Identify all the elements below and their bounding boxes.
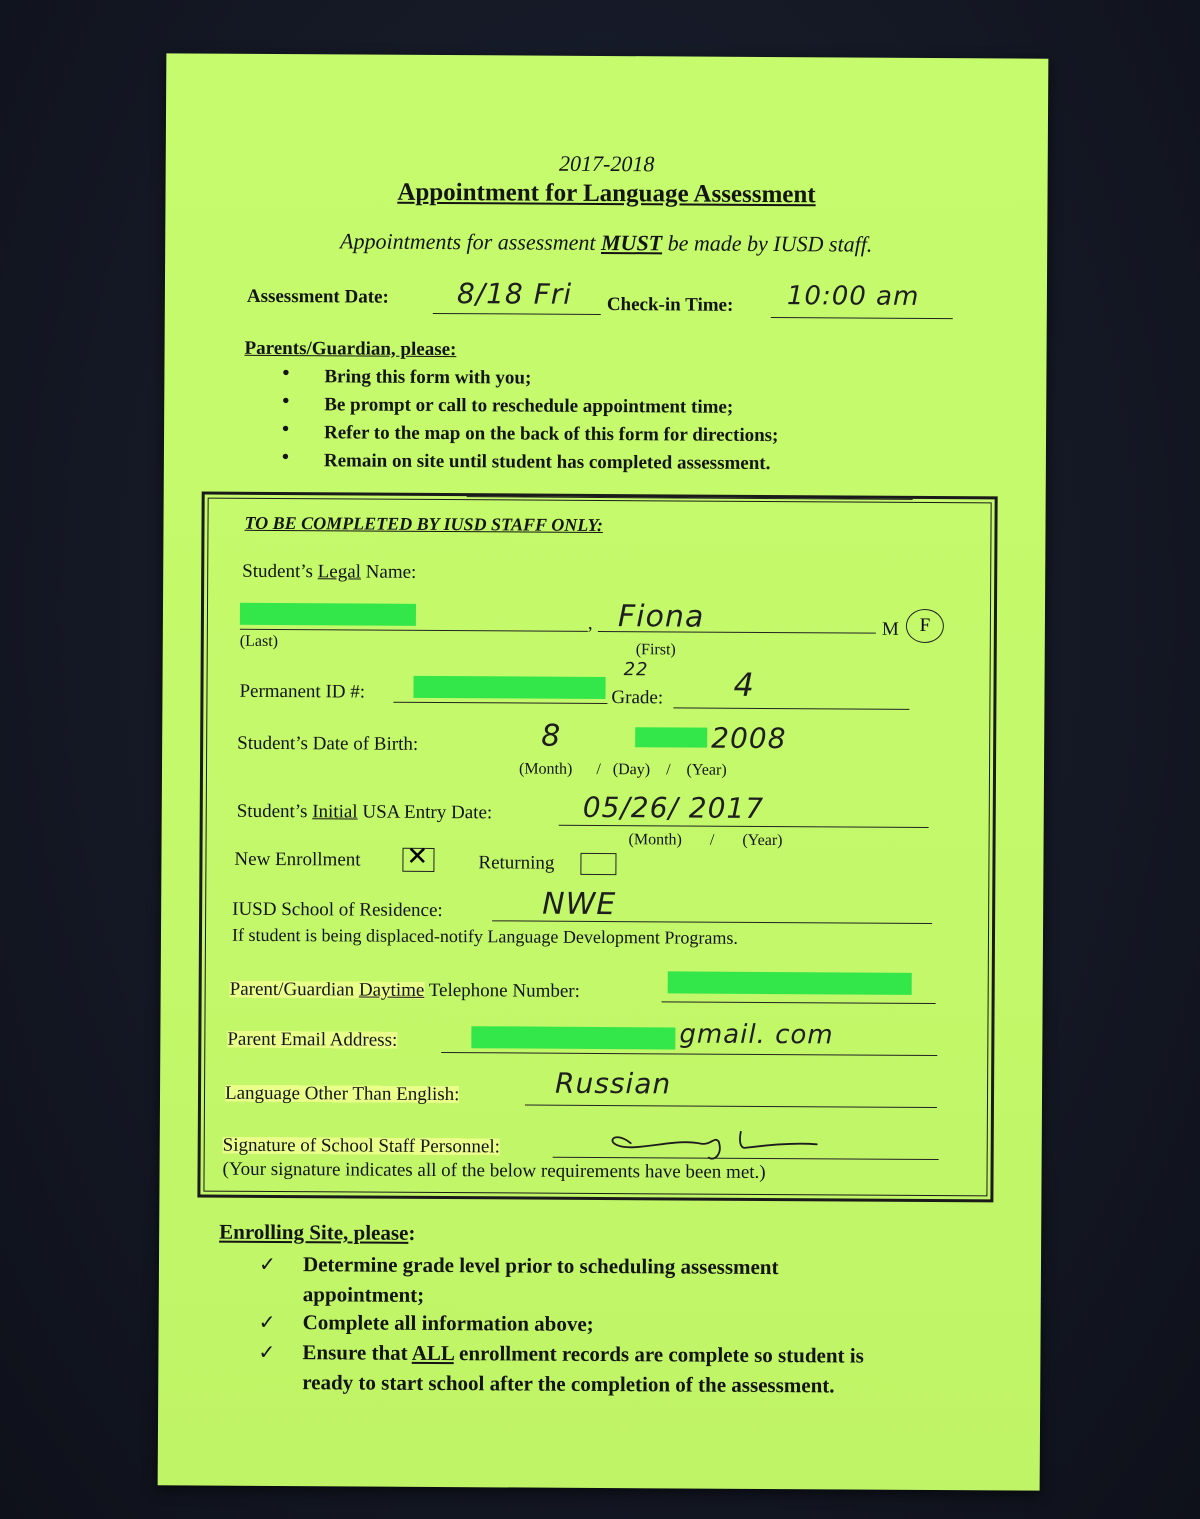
checkmark-icon: ✓	[258, 1309, 276, 1335]
parents-item: Be prompt or call to reschedule appointment time;	[324, 394, 734, 418]
enrolling-item-3-line-2: ready to start school after the completion of the assessment.	[302, 1370, 835, 1398]
enrolling-heading-text: Enrolling Site, please	[219, 1219, 409, 1245]
enrolling-item-1-line-1: Determine grade level prior to scheduling assessment	[302, 1252, 779, 1280]
staff-box-heading: TO BE COMPLETED BY IUSD STAFF ONLY:	[244, 512, 603, 535]
bullet-icon: •	[282, 390, 290, 413]
school-label: IUSD School of Residence:	[232, 898, 443, 922]
phone-line	[662, 1001, 936, 1004]
subtitle-must: MUST	[600, 229, 663, 256]
assessment-date-label: Assessment Date:	[246, 285, 389, 308]
legal-name-label	[242, 561, 416, 584]
entry-date-label	[237, 801, 493, 825]
item3-post: enrollment records are complete so student is	[453, 1341, 864, 1368]
signature-label-text: Signature of School Staff Personnel:	[222, 1134, 501, 1158]
enrolling-item-2: Complete all information above;	[302, 1310, 594, 1336]
redacted-permanent-id	[413, 676, 605, 699]
entry-captions: (Month) / (Year)	[628, 831, 783, 850]
bullet-icon: •	[281, 446, 290, 469]
entry-date-value: 05/26/ 2017	[582, 790, 765, 825]
redacted-phone	[668, 971, 912, 994]
assessment-date-value: 8/18 Fri	[456, 277, 573, 311]
phone-pre: Parent/Guardian	[229, 978, 359, 1001]
redacted-last-name	[240, 603, 416, 626]
dob-captions: (Month) / (Day) / (Year)	[518, 760, 727, 779]
form-subtitle	[165, 227, 1047, 258]
entry-post: USA Entry Date:	[357, 801, 493, 824]
new-enrollment-label: New Enrollment	[234, 848, 361, 871]
redacted-email-user	[471, 1026, 675, 1049]
subtitle-pre: Appointments for assessment	[340, 228, 602, 255]
phone-daytime: Daytime	[358, 979, 425, 1001]
returning-checkbox	[580, 853, 616, 875]
parents-item: Refer to the map on the back of this form for directions;	[324, 422, 779, 447]
phone-label	[230, 979, 580, 1003]
dob-line	[467, 496, 913, 500]
parents-item: Remain on site until student has completed assessment.	[323, 450, 771, 475]
displaced-note: If student is being displaced-notify Language Development Programs.	[231, 924, 738, 948]
name-comma: ,	[587, 612, 593, 634]
last-name-line	[240, 629, 588, 632]
enrolling-heading	[219, 1220, 415, 1246]
phone-post: Telephone Number:	[424, 979, 580, 1002]
item3-all: ALL	[411, 1340, 454, 1366]
dob-label: Student’s Date of Birth:	[237, 732, 419, 755]
dob-month: 8	[541, 718, 562, 754]
parents-heading: Parents/Guardian, please:	[244, 337, 457, 361]
checkin-time-label: Check-in Time:	[606, 294, 734, 316]
email-label	[227, 1029, 397, 1052]
permanent-id-label: Permanent ID #:	[239, 680, 366, 703]
bullet-icon: •	[282, 362, 290, 385]
assessment-date-line	[433, 313, 601, 315]
checkin-time-value: 10:00 am	[786, 281, 920, 312]
redacted-dob-day	[635, 727, 707, 747]
grade-value: 4	[733, 665, 756, 704]
checkin-time-line	[771, 317, 953, 319]
returning-label: Returning	[478, 852, 555, 874]
checked-x-icon: ✕	[406, 841, 429, 872]
last-caption: (Last)	[239, 632, 279, 651]
checkmark-icon: ✓	[258, 1251, 276, 1277]
entry-initial: Initial	[312, 801, 358, 823]
grade-label: Grade:	[611, 687, 664, 709]
entry-date-line	[559, 825, 929, 828]
signature-note: (Your signature indicates all of the below requirements have been met.)	[222, 1158, 766, 1184]
first-name-value: Fiona	[617, 599, 705, 635]
legal-name-legal: Legal	[317, 561, 362, 583]
signature-label	[223, 1135, 500, 1159]
permanent-id-extra: 22	[623, 659, 649, 681]
school-value: NWE	[542, 886, 617, 923]
bullet-icon: •	[282, 418, 290, 441]
language-label	[225, 1083, 460, 1106]
form-title: Appointment for Language Assessment	[397, 178, 816, 209]
staff-only-box	[197, 492, 997, 1203]
permanent-id-line	[393, 702, 607, 704]
grade-line	[673, 707, 909, 709]
legal-name-pre: Student’s	[242, 560, 318, 583]
enrolling-item-3	[302, 1340, 864, 1368]
sex-f-circled: F	[906, 609, 944, 643]
subtitle-post: be made by IUSD staff.	[662, 230, 873, 257]
dob-year: 2008	[711, 721, 787, 756]
language-line	[525, 1105, 937, 1109]
item3-pre: Ensure that	[302, 1340, 412, 1365]
entry-pre: Student’s	[236, 800, 313, 823]
parents-item: Bring this form with you;	[324, 366, 532, 389]
first-caption: (First)	[635, 641, 676, 659]
school-year: 2017-2018	[558, 150, 655, 177]
email-label-text: Parent Email Address:	[227, 1028, 398, 1051]
enrolling-item-1-line-2: appointment;	[302, 1282, 425, 1307]
assessment-form	[158, 53, 1049, 1490]
sex-m: M	[881, 618, 899, 640]
enrolling-heading-colon: :	[408, 1220, 416, 1245]
email-value: gmail. com	[679, 1019, 834, 1051]
language-label-text: Language Other Than English:	[224, 1082, 460, 1106]
language-value: Russian	[554, 1066, 672, 1101]
email-line	[441, 1052, 937, 1056]
legal-name-post: Name:	[360, 561, 417, 583]
checkmark-icon: ✓	[258, 1339, 276, 1365]
